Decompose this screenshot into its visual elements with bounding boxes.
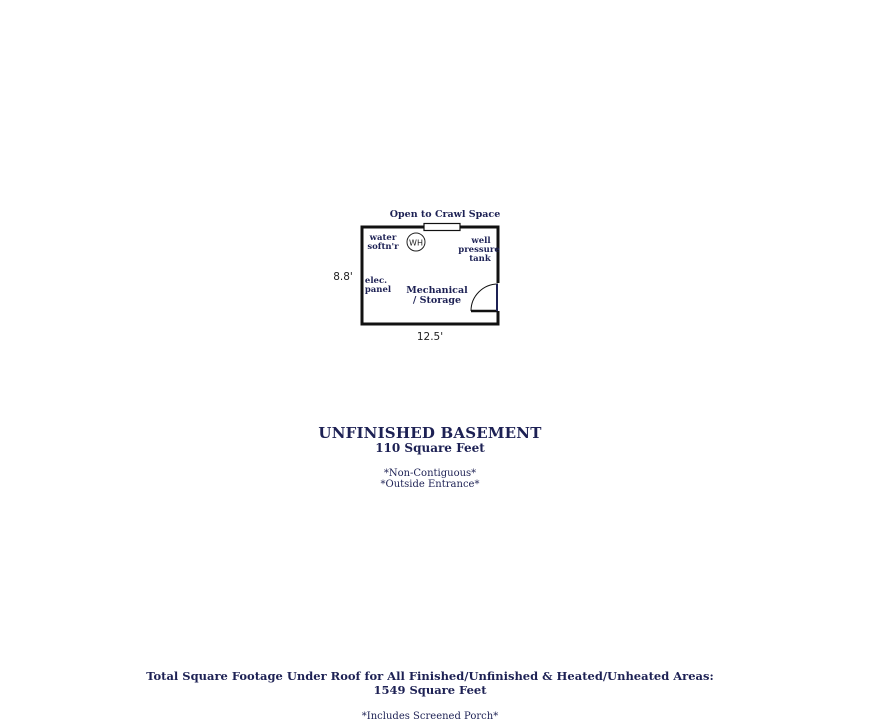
well-tank-label-1: well bbox=[471, 236, 491, 246]
room-name-line-1: Mechanical bbox=[406, 285, 468, 296]
area-square-feet: 110 Square Feet bbox=[375, 441, 485, 455]
dimension-side: 8.8' bbox=[333, 271, 353, 283]
area-note-2: *Outside Entrance* bbox=[380, 479, 480, 490]
room-name-line-2: / Storage bbox=[412, 295, 462, 306]
elec-panel-label-2: panel bbox=[364, 285, 392, 295]
water-softener-label-1: water bbox=[369, 233, 397, 243]
footnote: *Includes Screened Porch* bbox=[361, 711, 499, 722]
door-swing bbox=[471, 284, 498, 311]
elec-panel-label-1: elec. bbox=[364, 276, 388, 286]
well-tank-label-2: pressure bbox=[458, 245, 500, 255]
water-heater-label: WH bbox=[409, 238, 423, 248]
well-tank-label-3: tank bbox=[469, 254, 491, 264]
area-note-1: *Non-Contiguous* bbox=[383, 468, 477, 479]
total-value: 1549 Square Feet bbox=[373, 683, 487, 697]
dimension-bottom: 12.5' bbox=[416, 331, 444, 343]
water-softener-label-2: softn'r bbox=[367, 242, 399, 252]
area-title: UNFINISHED BASEMENT bbox=[318, 424, 542, 442]
crawl-space-opening bbox=[424, 224, 460, 231]
total-label: Total Square Footage Under Roof for All Finished/Unfinished & Heated/Unheated Areas: bbox=[146, 669, 714, 683]
top-label: Open to Crawl Space bbox=[389, 209, 501, 220]
